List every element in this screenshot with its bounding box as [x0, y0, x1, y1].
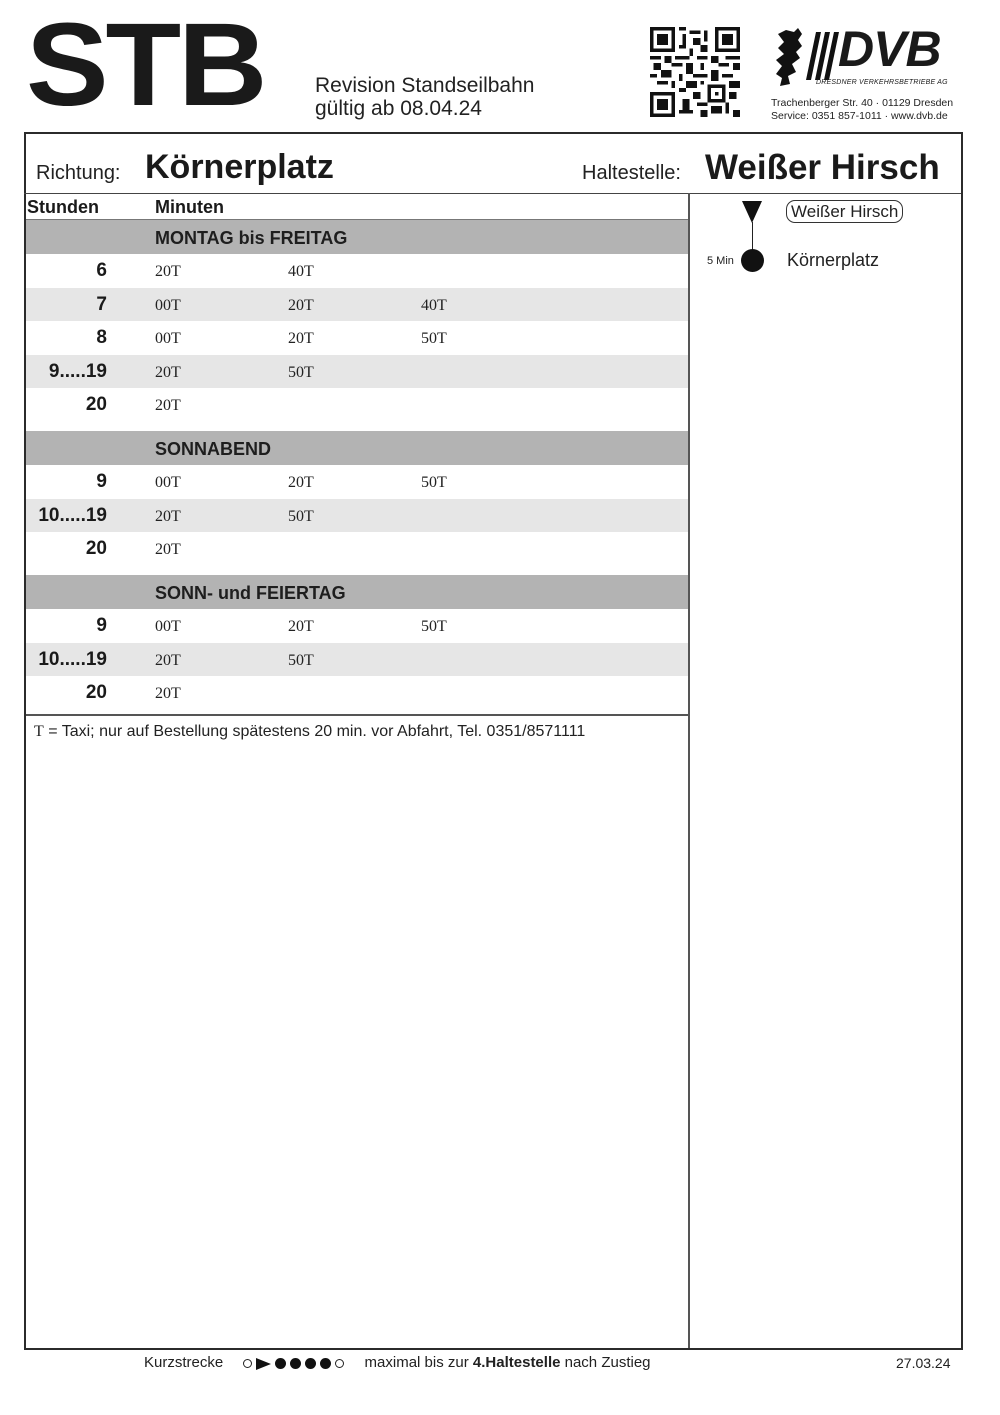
- hour-cell: 9: [96, 615, 107, 636]
- qr-code-icon[interactable]: [650, 27, 740, 117]
- hour-cell: 6: [96, 260, 107, 281]
- section-title: MONTAG bis FREITAG: [155, 228, 348, 248]
- address-line: Trachenberger Str. 40 · 01129 Dresden: [771, 97, 954, 109]
- hour-cell: 9.....19: [48, 360, 107, 382]
- minutes-column-header: Minuten: [155, 197, 224, 217]
- minute-cell: 00T: [155, 474, 181, 491]
- service-line: Service: 0351 857-1011 · www.dvb.de: [771, 109, 948, 122]
- minute-cell: 20T: [288, 330, 314, 347]
- dvb-logo: [772, 21, 958, 90]
- line-code: STB: [26, 0, 265, 131]
- hour-cell: 20: [85, 682, 107, 703]
- section-title: SONNABEND: [155, 439, 272, 459]
- hour-cell: 10.....19: [38, 648, 107, 670]
- hour-cell: 9: [96, 471, 107, 492]
- hour-cell: 10.....19: [38, 504, 107, 526]
- arrow-right-icon: [256, 1358, 271, 1370]
- table-row: [26, 676, 688, 710]
- section-saturday: [26, 431, 688, 465]
- hour-cell: 7: [96, 293, 107, 315]
- minute-cell: 00T: [155, 330, 181, 347]
- current-stop-marker-icon: [742, 201, 762, 223]
- hour-cell: 8: [96, 327, 107, 348]
- minute-cell: 50T: [421, 474, 447, 491]
- table-row: [26, 465, 688, 499]
- direction-value: Körnerplatz: [145, 148, 334, 186]
- minute-cell: 20T: [288, 296, 314, 314]
- minute-cell: 50T: [288, 651, 314, 669]
- open-circle-icon: [335, 1359, 344, 1368]
- logo-subtitle: DRESDNER VERKEHRSBETRIEBE AG: [816, 79, 948, 86]
- table-row: [26, 499, 688, 533]
- minute-cell: 50T: [288, 507, 314, 525]
- company-address: [771, 97, 953, 122]
- stop-name: Weißer Hirsch: [705, 148, 940, 187]
- minute-cell: 20T: [155, 685, 181, 702]
- minute-cell: 40T: [288, 263, 314, 280]
- table-row: [26, 288, 688, 322]
- short-distance-bold: 4.Haltestelle: [472, 1354, 561, 1371]
- minute-cell: 20T: [155, 363, 181, 381]
- revision-info: [315, 74, 534, 120]
- footnote-divider: [26, 714, 688, 716]
- table-row: [26, 355, 688, 389]
- minute-cell: 20T: [155, 651, 181, 669]
- minute-cell: 20T: [155, 507, 181, 525]
- route-line: [752, 222, 754, 252]
- print-date: 27.03.24: [896, 1355, 951, 1371]
- stop-label: Haltestelle:: [582, 162, 681, 184]
- revision-title: Revision Standseilbahn: [315, 74, 535, 97]
- table-row: [26, 321, 688, 355]
- filled-circle-icon: [305, 1358, 316, 1369]
- minute-cell: 50T: [288, 363, 314, 381]
- travel-time: 5 Min: [707, 255, 734, 267]
- section-weekdays: [26, 220, 688, 254]
- minute-cell: 00T: [155, 296, 181, 314]
- minute-cell: 20T: [155, 263, 181, 280]
- filled-circle-icon: [275, 1358, 286, 1369]
- stop-dot-icon: [741, 249, 764, 272]
- table-row: [26, 643, 688, 677]
- table-row: [26, 388, 688, 422]
- filled-circle-icon: [320, 1358, 331, 1369]
- taxi-symbol: T: [34, 723, 44, 740]
- short-distance-text: maximal bis zur: [364, 1354, 473, 1371]
- short-distance-label: Kurzstrecke: [144, 1354, 224, 1371]
- minute-cell: 20T: [155, 397, 181, 414]
- table-row: [26, 609, 688, 643]
- open-circle-icon: [243, 1359, 252, 1368]
- filled-circle-icon: [290, 1358, 301, 1369]
- footnote-text: = Taxi; nur auf Bestellung spätestens 20 min. vor Abfahrt, Tel. 0351/8571111: [43, 723, 586, 740]
- hour-cell: 20: [85, 394, 107, 415]
- minute-cell: 50T: [421, 618, 447, 635]
- logo-text: DVB: [838, 21, 941, 77]
- section-title: SONN- und FEIERTAG: [155, 583, 346, 603]
- table-row: [26, 532, 688, 566]
- short-distance-info: [144, 1354, 651, 1372]
- valid-from: gültig ab 08.04.24: [315, 97, 482, 120]
- section-sunday-holiday: [26, 575, 688, 609]
- direction-label: Richtung:: [36, 162, 121, 184]
- minute-cell: 40T: [421, 296, 447, 314]
- short-distance-diagram: [241, 1355, 346, 1372]
- hours-column-header: Stunden: [27, 197, 99, 217]
- route-current-stop: Weißer Hirsch: [786, 200, 903, 223]
- minute-cell: 20T: [288, 474, 314, 491]
- hour-cell: 20: [85, 538, 107, 559]
- footnote: [34, 723, 585, 741]
- route-next-stop: Körnerplatz: [787, 250, 880, 270]
- minute-cell: 50T: [421, 330, 447, 347]
- table-row: [26, 254, 688, 288]
- short-distance-text-end: nach Zustieg: [560, 1354, 651, 1371]
- column-divider: [688, 193, 690, 1348]
- minute-cell: 20T: [155, 541, 181, 558]
- minute-cell: 00T: [155, 618, 181, 635]
- minute-cell: 20T: [288, 618, 314, 635]
